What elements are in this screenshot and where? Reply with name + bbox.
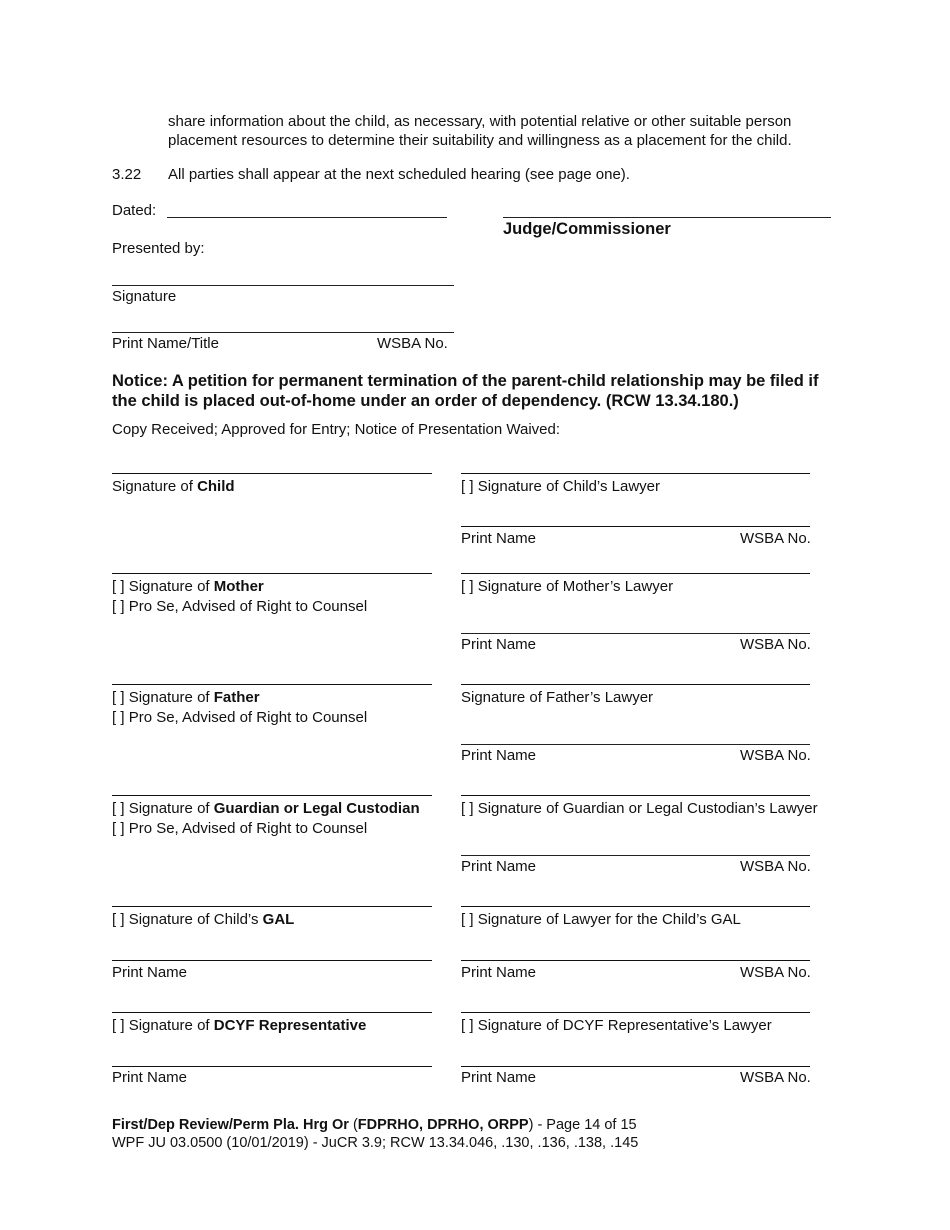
guardian-lawyer-print-name: Print Name	[461, 858, 537, 875]
gal-lawyer-print-line[interactable]	[461, 960, 810, 961]
checkbox[interactable]: [ ]	[112, 820, 125, 837]
child-signature-line[interactable]	[112, 473, 432, 474]
footer-title-codes: FDPRHO, DPRHO, ORPP	[357, 1117, 529, 1133]
mother-lawyer-print-name: Print Name	[461, 636, 537, 653]
footer	[112, 1116, 638, 1152]
child-lawyer-text: Signature of Child’s Lawyer	[477, 478, 661, 495]
presenter-print-name-line[interactable]	[112, 332, 454, 333]
dcyf-print-name: Print Name	[112, 1069, 188, 1086]
footer-title-b: (	[352, 1117, 358, 1133]
section-number: 3.22	[112, 166, 142, 183]
checkbox[interactable]: [ ]	[112, 689, 125, 706]
gal-lawyer-text: Signature of Lawyer for the Child’s GAL	[477, 911, 741, 928]
dcyf-lawyer-wsba: WSBA No.	[740, 1069, 811, 1086]
continuation-line-2: placement resources to determine their suitability and willingness as a placement for the child.	[168, 132, 792, 149]
dcyf-lawyer-print-line[interactable]	[461, 1066, 810, 1067]
dcyf-signature-line[interactable]	[112, 1012, 432, 1013]
dcyf-lawyer-text: Signature of DCYF Representative’s Lawyer	[477, 1017, 772, 1034]
sig-of-text: Signature of	[128, 578, 210, 595]
father-party: Father	[213, 689, 260, 706]
section-text: All parties shall appear at the next scheduled hearing (see page one).	[168, 166, 630, 183]
checkbox[interactable]: [ ]	[112, 1017, 125, 1034]
father-signature-line[interactable]	[112, 684, 432, 685]
father-lawyer-print-line[interactable]	[461, 744, 810, 745]
father-lawyer-signature-line[interactable]	[461, 684, 810, 685]
presenter-print-name-label: Print Name/Title	[112, 335, 219, 352]
sig-of-text: Signature of	[128, 1017, 210, 1034]
notice-text: : A petition for permanent termination of the parent-child relationship may be filed if the child is placed out-of-home under an order of dependency. (RCW 13.34.180.)	[112, 372, 819, 410]
mother-lawyer-signature-line[interactable]	[461, 573, 810, 574]
judge-signature-line[interactable]	[503, 217, 831, 218]
gal-print-line[interactable]	[112, 960, 432, 961]
mother-signature-line[interactable]	[112, 573, 432, 574]
father-lawyer-label: Signature of Father’s Lawyer	[461, 689, 654, 706]
guardian-lawyer-print-line[interactable]	[461, 855, 810, 856]
gal-prefix-text: Signature of Child’s	[128, 911, 259, 928]
checkbox[interactable]: [ ]	[112, 598, 125, 615]
copy-received-text: Copy Received; Approved for Entry; Notice of Presentation Waived:	[112, 421, 561, 438]
footer-title-c: ) - Page 14 of 15	[528, 1117, 637, 1133]
father-lawyer-print-name: Print Name	[461, 747, 537, 764]
pro-se-text: Pro Se, Advised of Right to Counsel	[128, 709, 368, 726]
footer-form-line: WPF JU 03.0500 (10/01/2019) - JuCR 3.9; RCW 13.34.046, .130, .136, .138, .145	[112, 1135, 639, 1151]
checkbox[interactable]: [ ]	[112, 709, 125, 726]
father-signature-label[interactable]	[112, 689, 260, 706]
child-party: Child	[197, 478, 235, 495]
checkbox[interactable]: [ ]	[461, 911, 474, 928]
dcyf-lawyer-print-name: Print Name	[461, 1069, 537, 1086]
mother-signature-label[interactable]	[112, 578, 264, 595]
mother-lawyer-wsba: WSBA No.	[740, 636, 811, 653]
footer-title	[112, 1116, 638, 1134]
notice-paragraph	[112, 371, 842, 411]
dated-label: Dated:	[112, 202, 157, 219]
child-lawyer-signature-line[interactable]	[461, 473, 810, 474]
guardian-signature-line[interactable]	[112, 795, 432, 796]
checkbox[interactable]: [ ]	[112, 911, 125, 928]
mother-party: Mother	[213, 578, 264, 595]
presenter-signature-label: Signature	[112, 288, 177, 305]
guardian-lawyer-text: Signature of Guardian or Legal Custodian’s Lawyer	[477, 800, 818, 817]
sig-of-text: Signature of	[128, 800, 210, 817]
gal-party: GAL	[262, 911, 295, 928]
dcyf-lawyer-label[interactable]	[461, 1017, 772, 1034]
guardian-lawyer-label[interactable]	[461, 800, 818, 817]
mother-lawyer-label[interactable]	[461, 578, 673, 595]
presenter-wsba-label: WSBA No.	[377, 335, 448, 352]
mother-lawyer-print-line[interactable]	[461, 633, 810, 634]
continuation-line-1: share information about the child, as necessary, with potential relative or other suitable person	[168, 113, 792, 130]
father-lawyer-wsba: WSBA No.	[740, 747, 811, 764]
pro-se-text: Pro Se, Advised of Right to Counsel	[128, 820, 368, 837]
pro-se-text: Pro Se, Advised of Right to Counsel	[128, 598, 368, 615]
checkbox[interactable]: [ ]	[112, 578, 125, 595]
guardian-lawyer-wsba: WSBA No.	[740, 858, 811, 875]
child-lawyer-wsba: WSBA No.	[740, 530, 811, 547]
gal-lawyer-print-name: Print Name	[461, 964, 537, 981]
guardian-party: Guardian or Legal Custodian	[213, 800, 420, 817]
child-signature-label	[112, 478, 235, 495]
gal-lawyer-wsba: WSBA No.	[740, 964, 811, 981]
gal-signature-label[interactable]	[112, 911, 294, 928]
mother-lawyer-text: Signature of Mother’s Lawyer	[477, 578, 674, 595]
guardian-pro-se[interactable]	[112, 820, 367, 837]
checkbox[interactable]: [ ]	[112, 800, 125, 817]
mother-pro-se[interactable]	[112, 598, 367, 615]
child-lawyer-print-name: Print Name	[461, 530, 537, 547]
sig-of-text: Signature of	[112, 478, 193, 495]
child-lawyer-print-line[interactable]	[461, 526, 810, 527]
father-pro-se[interactable]	[112, 709, 367, 726]
checkbox[interactable]: [ ]	[461, 800, 474, 817]
guardian-lawyer-signature-line[interactable]	[461, 795, 810, 796]
guardian-signature-label[interactable]	[112, 800, 420, 817]
dcyf-party: DCYF Representative	[213, 1017, 367, 1034]
continuation-text	[168, 112, 848, 150]
presented-by-label: Presented by:	[112, 240, 205, 257]
footer-title-a: First/Dep Review/Perm Pla. Hrg Or	[112, 1117, 349, 1133]
dcyf-signature-label[interactable]	[112, 1017, 366, 1034]
sig-of-text: Signature of	[128, 689, 210, 706]
gal-print-name: Print Name	[112, 964, 188, 981]
dcyf-print-line[interactable]	[112, 1066, 432, 1067]
gal-lawyer-label[interactable]	[461, 911, 741, 928]
checkbox[interactable]: [ ]	[461, 1017, 474, 1034]
dcyf-lawyer-signature-line[interactable]	[461, 1012, 810, 1013]
presenter-signature-line[interactable]	[112, 285, 454, 286]
judge-label: Judge/Commissioner	[503, 220, 671, 238]
child-lawyer-label[interactable]	[461, 478, 660, 495]
checkbox[interactable]: [ ]	[461, 478, 474, 495]
notice-label: Notice	[112, 372, 163, 390]
dated-line[interactable]	[167, 217, 447, 218]
checkbox[interactable]: [ ]	[461, 578, 474, 595]
gal-signature-line[interactable]	[112, 906, 432, 907]
gal-lawyer-signature-line[interactable]	[461, 906, 810, 907]
